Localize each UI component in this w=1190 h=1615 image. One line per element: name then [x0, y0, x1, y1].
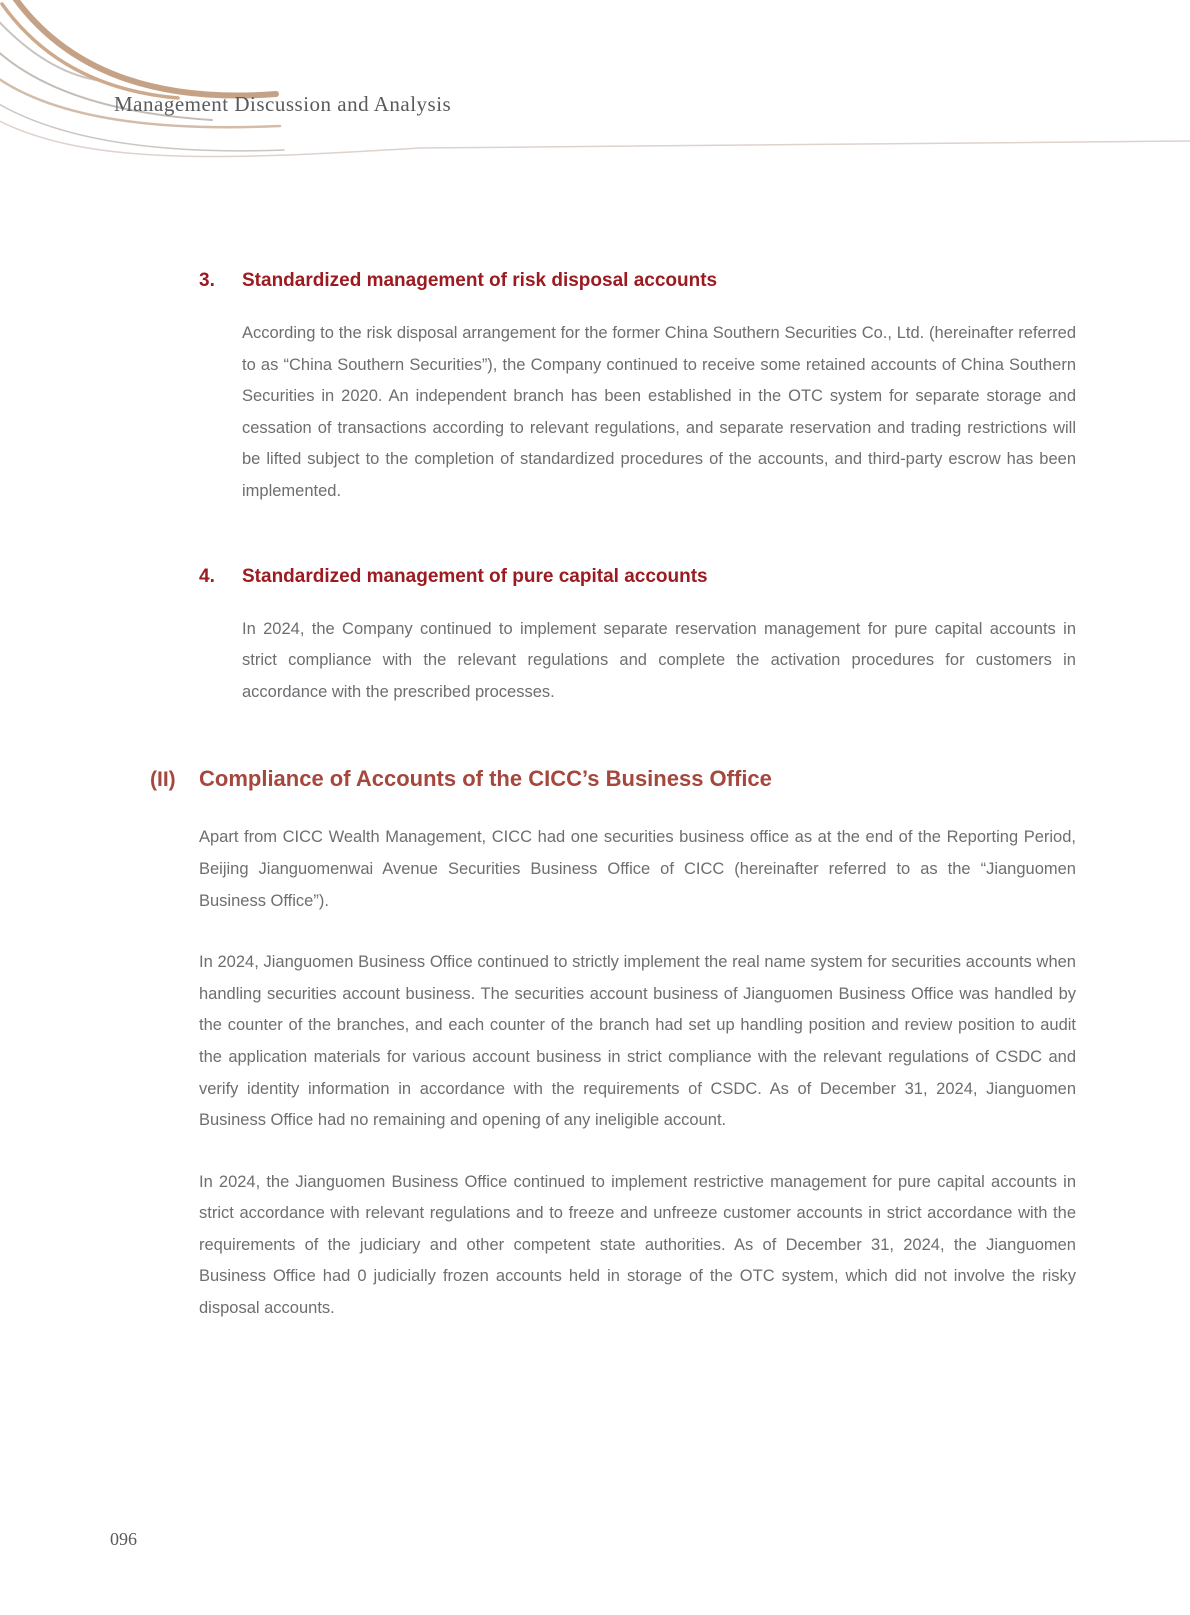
section-4-number: 4. — [199, 565, 215, 587]
subsection-2-title: Compliance of Accounts of the CICC’s Business Office — [199, 766, 772, 792]
chapter-title: Management Discussion and Analysis — [114, 92, 452, 116]
section-4-heading — [199, 566, 1076, 588]
section-3-paragraph: According to the risk disposal arrangement for the former China Southern Securities Co., Ltd. (hereinafter referred to as “China Southern Securities”), the Company continued to receive some retained accounts of China Southern Securities in 2020. An independent branch has been established in the OTC system for separate storage and cessation of transactions according to relevant regulations, and separate reservation and trading restrictions will be lifted subject to the completion of standardized procedures of the accounts, and third-party escrow has been implemented. — [242, 324, 1076, 500]
section-3-number: 3. — [199, 270, 215, 291]
page-content — [0, 142, 1190, 1325]
subsection-paragraph-2: In 2024, Jianguomen Business Office continued to strictly implement the real name system for securities accounts when handling securities account business. The securities account business of Jianguomen Business Office was handled by the counter of the branches, and each counter of the branch had set up handling position and review position to audit the application materials for various account business in strict compliance with the relevant regulations of CSDC and verify identity information in accordance with the requirements of CSDC. As of December 31, 2024, Jianguomen Business Office had no remaining and opening of any ineligible account. — [199, 953, 1076, 1130]
subsection-2-label: (II) — [150, 768, 176, 792]
corner-arcs-decoration — [0, 0, 1190, 165]
section-3-heading — [199, 270, 1076, 292]
section-4-body — [242, 614, 1076, 709]
section-3-title: Standardized management of risk disposal accounts — [242, 270, 718, 291]
subsection-paragraph-1: Apart from CICC Wealth Management, CICC had one securities business office as at the end of the Reporting Period, Beijing Jianguomenwai Avenue Securities Business Office of CICC (hereinafter referred to as the “Jianguomen Business Office”). — [199, 828, 1076, 910]
page-header — [0, 0, 1190, 142]
section-3-body — [242, 318, 1076, 508]
section-4-title: Standardized management of pure capital accounts — [242, 565, 708, 587]
subsection-2-heading — [150, 766, 1076, 792]
section-4-paragraph: In 2024, the Company continued to implement separate reservation management for pure capital accounts in strict compliance with the relevant regulations and complete the activation procedures for customers in accordance with the prescribed processes. — [242, 619, 1076, 701]
subsection-2-body — [199, 822, 1076, 1324]
subsection-paragraph-3: In 2024, the Jianguomen Business Office continued to implement restrictive management for pure capital accounts in strict accordance with relevant regulations and to freeze and unfreeze customer accounts in strict accordance with the requirements of the judiciary and other competent state authorities. As of December 31, 2024, the Jianguomen Business Office had 0 judicially frozen accounts held in storage of the OTC system, which did not involve the risky disposal accounts. — [199, 1172, 1076, 1318]
page-number: 096 — [110, 1529, 137, 1549]
